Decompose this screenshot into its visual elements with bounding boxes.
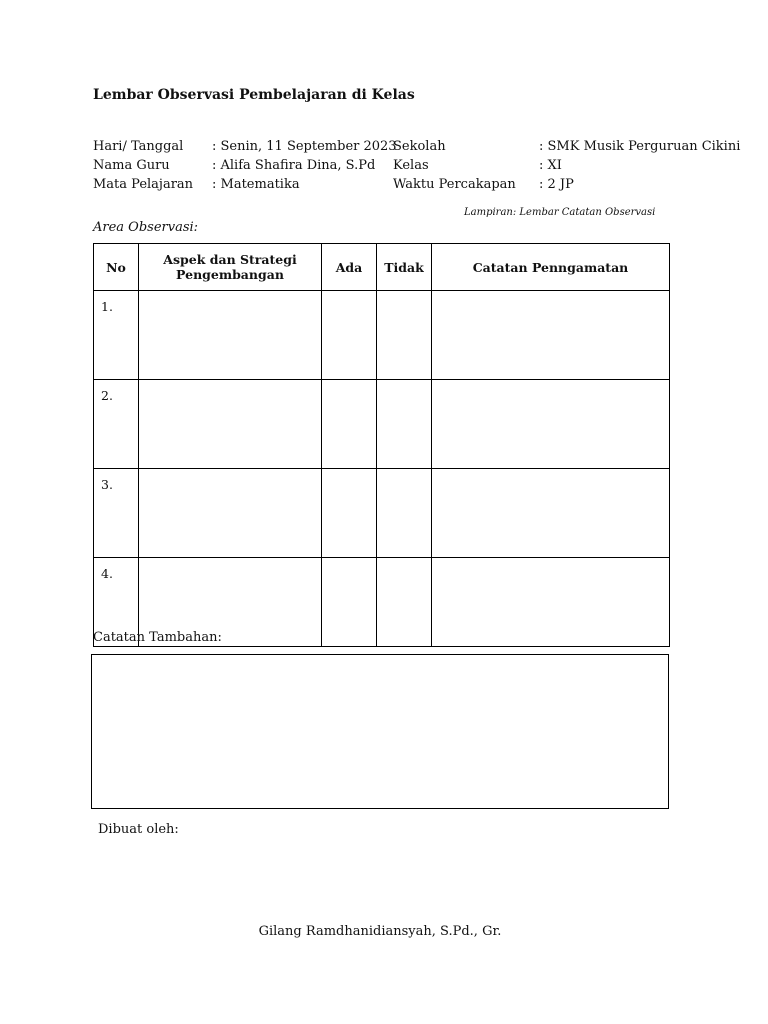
info-label-teacher: Nama Guru xyxy=(93,158,170,173)
info-left-labels xyxy=(93,137,193,194)
info-value-duration: : 2 JP xyxy=(539,177,574,192)
observation-table xyxy=(93,243,670,647)
header-notes: Catatan Penngamatan xyxy=(432,244,670,291)
cell-tidak[interactable] xyxy=(377,469,432,558)
row-number: 1. xyxy=(94,291,139,380)
info-label-duration: Waktu Percakapan xyxy=(393,177,516,192)
row-number: 2. xyxy=(94,380,139,469)
document-title: Lembar Observasi Pembelajaran di Kelas xyxy=(93,87,415,103)
additional-notes-box[interactable] xyxy=(91,654,669,809)
signer-name: Gilang Ramdhanidiansyah, S.Pd., Gr. xyxy=(258,924,502,939)
cell-tidak[interactable] xyxy=(377,380,432,469)
info-value-teacher: : Alifa Shafira Dina, S.Pd xyxy=(212,158,376,173)
cell-ada[interactable] xyxy=(322,558,377,647)
info-right-values xyxy=(539,137,740,194)
info-label-class: Kelas xyxy=(393,158,429,173)
info-value-date: : Senin, 11 September 2023 xyxy=(212,139,397,154)
info-left-values xyxy=(212,137,397,194)
header-tidak: Tidak xyxy=(377,244,432,291)
cell-aspect[interactable] xyxy=(139,469,322,558)
info-value-school: : SMK Musik Perguruan Cikini xyxy=(539,139,741,154)
cell-tidak[interactable] xyxy=(377,291,432,380)
table-row xyxy=(94,291,670,380)
info-label-subject: Mata Pelajaran xyxy=(93,177,194,192)
cell-aspect[interactable] xyxy=(139,291,322,380)
area-observation-label: Area Observasi: xyxy=(93,220,199,235)
table-row xyxy=(94,380,670,469)
cell-tidak[interactable] xyxy=(377,558,432,647)
table-row xyxy=(94,469,670,558)
info-label-date: Hari/ Tanggal xyxy=(93,139,184,154)
header-aspect-line2: Pengembangan xyxy=(176,267,284,282)
info-right-labels xyxy=(393,137,516,194)
table-header-row xyxy=(94,244,670,291)
header-aspect xyxy=(139,244,322,291)
info-label-school: Sekolah xyxy=(393,139,446,154)
cell-notes[interactable] xyxy=(432,558,670,647)
header-aspect-line1: Aspek dan Strategi xyxy=(163,252,297,267)
info-value-class: : XI xyxy=(539,158,562,173)
header-no: No xyxy=(94,244,139,291)
created-by-label: Dibuat oleh: xyxy=(98,822,179,837)
cell-notes[interactable] xyxy=(432,291,670,380)
cell-aspect[interactable] xyxy=(139,380,322,469)
attachment-note: Lampiran: Lembar Catatan Observasi xyxy=(464,207,656,218)
row-number: 4. xyxy=(94,558,139,647)
row-number: 3. xyxy=(94,469,139,558)
info-value-subject: : Matematika xyxy=(212,177,300,192)
cell-ada[interactable] xyxy=(322,469,377,558)
cell-ada[interactable] xyxy=(322,291,377,380)
cell-notes[interactable] xyxy=(432,469,670,558)
additional-notes-label: Catatan Tambahan: xyxy=(93,630,222,645)
cell-ada[interactable] xyxy=(322,380,377,469)
cell-notes[interactable] xyxy=(432,380,670,469)
header-ada: Ada xyxy=(322,244,377,291)
